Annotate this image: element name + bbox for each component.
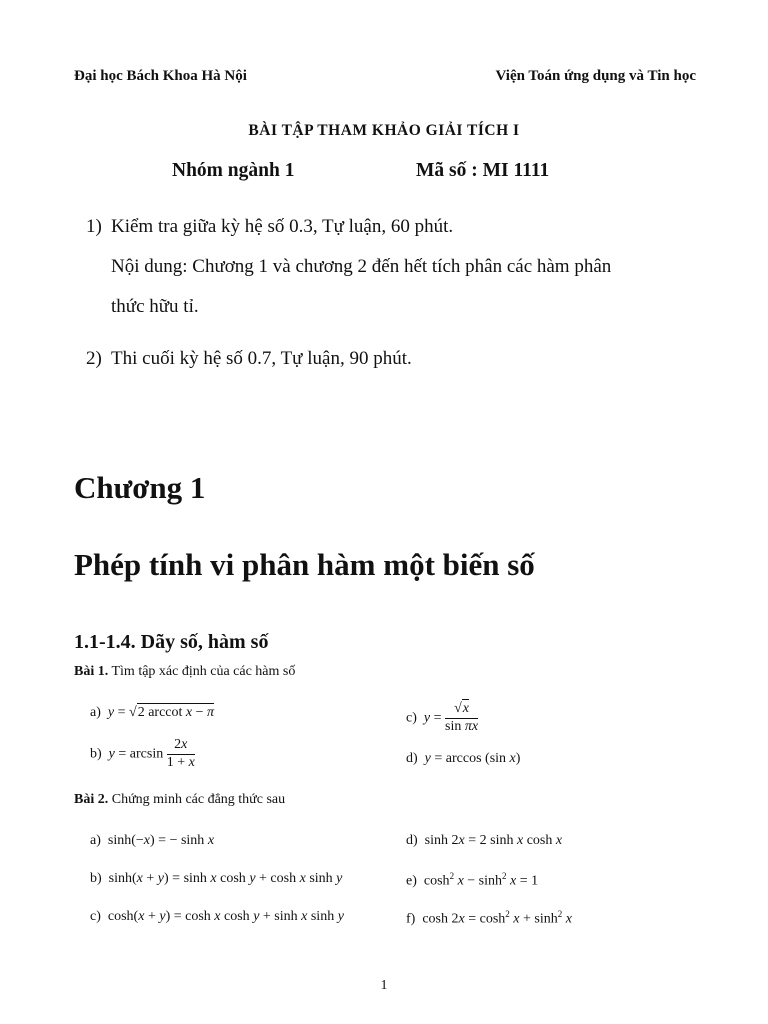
item-label: d) <box>406 751 418 766</box>
section-heading: 1.1-1.4. Dãy số, hàm số <box>74 631 269 653</box>
exercise-2d: d) sinh 2x = 2 sinh x cosh x <box>406 833 563 848</box>
item-label: e) <box>406 873 417 889</box>
course-code: Mã số : MI 1111 <box>416 160 550 181</box>
item-label: b) <box>90 746 102 762</box>
exercise-2a: a) sinh(−x) = − sinh x <box>90 833 215 848</box>
exercise-2f: f) $\cosh 2x = \cosh^2 x + \sinh^2 x$ <box>406 909 572 927</box>
document-title: BÀI TẬP THAM KHẢO GIẢI TÍCH I <box>248 122 520 139</box>
exercise-2-text: Chứng minh các đẳng thức sau <box>111 792 286 807</box>
exam-2-line1: Thi cuối kỳ hệ số 0.7, Tự luận, 90 phút. <box>111 348 412 369</box>
exam-1-line1: Kiểm tra giữa kỳ hệ số 0.3, Tự luận, 60 phút. <box>111 216 454 237</box>
exercise-2e: e) $\cosh^2 x - \sinh^2 x = 1$ <box>406 871 539 889</box>
exercise-2-label: Bài 2. <box>74 792 109 807</box>
exercise-1d: d) y = arccos (sin x) <box>406 751 521 766</box>
chapter-label: Chương 1 <box>74 470 206 505</box>
exam-1-line3: thức hữu tỉ. <box>111 296 199 317</box>
page-number: 1 <box>380 978 388 993</box>
header-right: Viện Toán ứng dụng và Tin học <box>495 68 696 84</box>
exercise-2c: c) cosh(x + y) = cosh x cosh y + sinh x sinh y <box>90 909 344 924</box>
exercise-1a: a) y = √2 arccot x − π <box>90 705 215 720</box>
exercise-1-label: Bài 1. <box>74 664 109 679</box>
item-label: c) <box>90 909 101 924</box>
item-label: a) <box>90 833 101 848</box>
exercise-1c: c) y = $\frac{√x}{\text{sin πx}}$ <box>406 701 479 734</box>
exercise-1-text: Tìm tập xác định của các hàm số <box>111 664 296 679</box>
item-label: c) <box>406 710 417 726</box>
exam-1-line2: Nội dung: Chương 1 và chương 2 đến hết tích phân các hàm phân <box>111 256 612 277</box>
item-label: a) <box>90 705 101 720</box>
exercise-1b: b) y = arcsin $\frac{2x}{1 + x}$ <box>90 737 195 770</box>
exam-2-number: 2) <box>86 348 102 369</box>
item-label: b) <box>90 871 102 886</box>
exam-1-number: 1) <box>86 216 102 237</box>
exercise-1-statement <box>74 664 295 680</box>
header-left: Đại học Bách Khoa Hà Nội <box>74 68 247 84</box>
item-label: d) <box>406 833 418 848</box>
exercise-2-statement <box>74 792 285 808</box>
item-label: f) <box>406 911 416 927</box>
exercise-2b: b) sinh(x + y) = sinh x cosh y + cosh x sinh y <box>90 871 343 886</box>
chapter-title: Phép tính vi phân hàm một biến số <box>74 547 535 582</box>
group-label: Nhóm ngành 1 <box>172 160 295 181</box>
